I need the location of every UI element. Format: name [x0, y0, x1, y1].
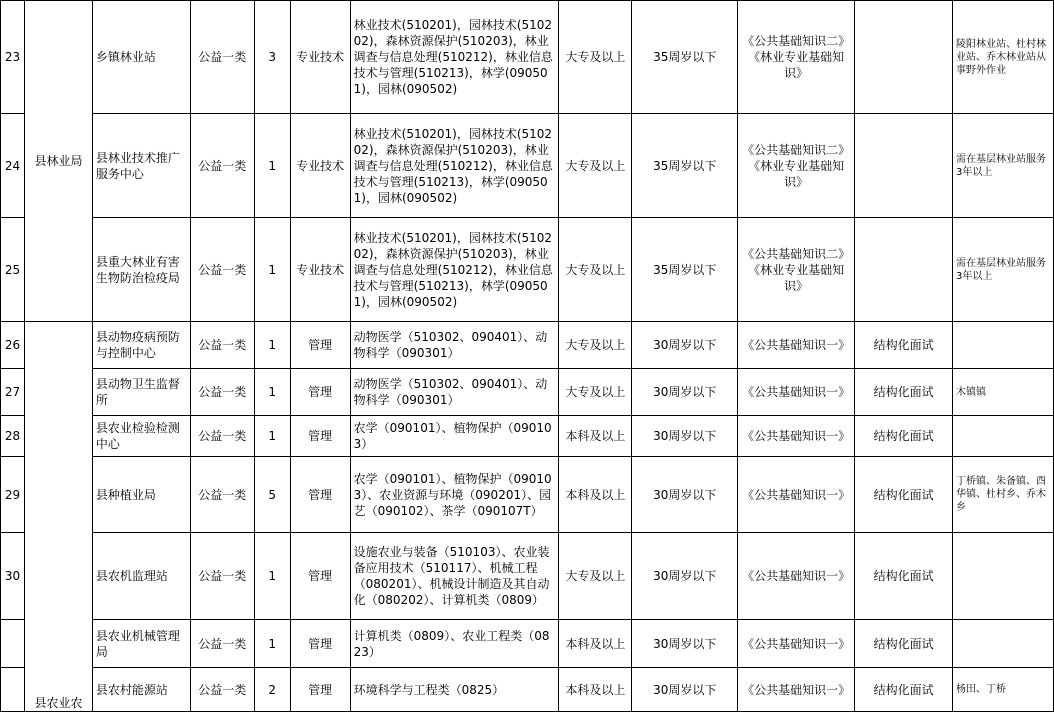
post-type: 管理 — [290, 457, 350, 533]
post-type: 管理 — [290, 416, 350, 457]
post-type: 专业技术 — [290, 114, 350, 218]
post-type: 专业技术 — [290, 1, 350, 114]
post-type: 管理 — [290, 533, 350, 620]
table-row — [1, 1, 1054, 114]
unit-name: 县农业机械管理局 — [92, 620, 190, 668]
age-limit: 35周岁以下 — [632, 1, 738, 114]
row-number: 24 — [1, 114, 25, 218]
interview-type: 结构化面试 — [855, 533, 953, 620]
major-requirement: 林业技术(510201)，园林技术(510202)，森林资源保护(510203)，林业调查与信息处理(510212)，林业信息技术与管理(510213)，林学(090501)，园林(090502) — [350, 114, 559, 218]
education: 大专及以上 — [559, 369, 632, 416]
major-requirement: 林业技术(510201)，园林技术(510202)，森林资源保护(510203)，林业调查与信息处理(510212)，林业信息技术与管理(510213)，林学(090501)，园林(090502) — [350, 218, 559, 322]
remark: 陵阳林业站、杜村林业站、乔木林业站从事野外作业 — [953, 1, 1054, 114]
age-limit: 30周岁以下 — [632, 416, 738, 457]
major-requirement: 设施农业与装备（510103）、农业装备应用技术（510117）、机械工程（080201）、机械设计制造及其自动化（080202）、计算机类（0809） — [350, 533, 559, 620]
age-limit: 30周岁以下 — [632, 620, 738, 668]
age-limit: 30周岁以下 — [632, 457, 738, 533]
table-row — [1, 533, 1054, 620]
major-requirement: 环境科学与工程类（0825） — [350, 668, 559, 712]
headcount: 1 — [254, 416, 290, 457]
age-limit: 35周岁以下 — [632, 218, 738, 322]
post-type: 专业技术 — [290, 218, 350, 322]
table-row — [1, 620, 1054, 668]
headcount: 1 — [254, 218, 290, 322]
headcount: 3 — [254, 1, 290, 114]
major-requirement: 动物医学（510302、090401）、动物科学（090301） — [350, 322, 559, 369]
remark: 丁桥镇、朱备镇、酉华镇、杜村乡、乔木乡 — [953, 457, 1054, 533]
category: 公益一类 — [190, 416, 254, 457]
unit-name: 县动物疫病预防与控制中心 — [92, 322, 190, 369]
category: 公益一类 — [190, 218, 254, 322]
department-cell — [24, 1, 92, 322]
major-requirement: 动物医学（510302、090401）、动物科学（090301） — [350, 369, 559, 416]
interview-type: 结构化面试 — [855, 620, 953, 668]
education: 本科及以上 — [559, 620, 632, 668]
category: 公益一类 — [190, 533, 254, 620]
age-limit: 30周岁以下 — [632, 322, 738, 369]
row-number — [1, 620, 25, 668]
category: 公益一类 — [190, 457, 254, 533]
row-number: 29 — [1, 457, 25, 533]
category: 公益一类 — [190, 620, 254, 668]
row-number: 27 — [1, 369, 25, 416]
interview-type — [855, 114, 953, 218]
unit-name: 县动物卫生监督所 — [92, 369, 190, 416]
interview-type: 结构化面试 — [855, 668, 953, 712]
post-type: 管理 — [290, 620, 350, 668]
row-number: 23 — [1, 1, 25, 114]
interview-type: 结构化面试 — [855, 457, 953, 533]
unit-name: 乡镇林业站 — [92, 1, 190, 114]
category: 公益一类 — [190, 1, 254, 114]
table-row — [1, 114, 1054, 218]
exam-subject: 《公共基础知识一》 — [738, 620, 855, 668]
education: 大专及以上 — [559, 533, 632, 620]
major-requirement: 计算机类（0809）、农业工程类（0823） — [350, 620, 559, 668]
headcount: 1 — [254, 369, 290, 416]
exam-subject: 《公共基础知识二》《林业专业基础知识》 — [738, 1, 855, 114]
category: 公益一类 — [190, 114, 254, 218]
category: 公益一类 — [190, 668, 254, 712]
interview-type — [855, 1, 953, 114]
remark — [953, 620, 1054, 668]
education: 大专及以上 — [559, 1, 632, 114]
exam-subject: 《公共基础知识一》 — [738, 668, 855, 712]
education: 本科及以上 — [559, 457, 632, 533]
headcount: 1 — [254, 114, 290, 218]
exam-subject: 《公共基础知识一》 — [738, 457, 855, 533]
exam-subject: 《公共基础知识一》 — [738, 322, 855, 369]
remark — [953, 533, 1054, 620]
remark — [953, 416, 1054, 457]
category: 公益一类 — [190, 369, 254, 416]
department-cell — [24, 322, 92, 712]
remark: 需在基层林业站服务3年以上 — [953, 218, 1054, 322]
major-requirement: 林业技术(510201)，园林技术(510202)，森林资源保护(510203)，林业调查与信息处理(510212)，林业信息技术与管理(510213)，林学(090501)，园林(090502) — [350, 1, 559, 114]
major-requirement: 农学（090101）、植物保护（090103）、农业资源与环境（090201）、园艺（090102）、茶学（090107T） — [350, 457, 559, 533]
major-requirement: 农学（090101）、植物保护（090103） — [350, 416, 559, 457]
age-limit: 35周岁以下 — [632, 114, 738, 218]
remark — [953, 322, 1054, 369]
row-number: 28 — [1, 416, 25, 457]
post-type: 管理 — [290, 668, 350, 712]
table-row — [1, 668, 1054, 712]
interview-type: 结构化面试 — [855, 416, 953, 457]
unit-name: 县林业技术推广服务中心 — [92, 114, 190, 218]
row-number — [1, 668, 25, 712]
exam-subject: 《公共基础知识二》《林业专业基础知识》 — [738, 218, 855, 322]
unit-name: 县农村能源站 — [92, 668, 190, 712]
education: 大专及以上 — [559, 322, 632, 369]
table-row — [1, 457, 1054, 533]
exam-subject: 《公共基础知识一》 — [738, 416, 855, 457]
exam-subject: 《公共基础知识一》 — [738, 369, 855, 416]
headcount: 1 — [254, 533, 290, 620]
headcount: 5 — [254, 457, 290, 533]
unit-name: 县农机监理站 — [92, 533, 190, 620]
row-number: 25 — [1, 218, 25, 322]
education: 本科及以上 — [559, 668, 632, 712]
headcount: 1 — [254, 620, 290, 668]
unit-name: 县种植业局 — [92, 457, 190, 533]
exam-subject: 《公共基础知识二》《林业专业基础知识》 — [738, 114, 855, 218]
unit-name: 县重大林业有害生物防治检疫局 — [92, 218, 190, 322]
table-row — [1, 369, 1054, 416]
age-limit: 30周岁以下 — [632, 369, 738, 416]
unit-name: 县农业检验检测中心 — [92, 416, 190, 457]
headcount: 2 — [254, 668, 290, 712]
exam-subject: 《公共基础知识一》 — [738, 533, 855, 620]
headcount: 1 — [254, 322, 290, 369]
table-row — [1, 322, 1054, 369]
post-type: 管理 — [290, 369, 350, 416]
education: 大专及以上 — [559, 218, 632, 322]
remark: 需在基层林业站服务3年以上 — [953, 114, 1054, 218]
row-number: 26 — [1, 322, 25, 369]
interview-type — [855, 218, 953, 322]
remark: 杨田、丁桥 — [953, 668, 1054, 712]
education: 大专及以上 — [559, 114, 632, 218]
post-type: 管理 — [290, 322, 350, 369]
table-row — [1, 218, 1054, 322]
department-name: 县农业农 — [34, 696, 83, 710]
row-number: 30 — [1, 533, 25, 620]
table-row — [1, 416, 1054, 457]
age-limit: 30周岁以下 — [632, 668, 738, 712]
department-name: 县林业局 — [34, 154, 83, 168]
age-limit: 30周岁以下 — [632, 533, 738, 620]
remark: 木镇镇 — [953, 369, 1054, 416]
category: 公益一类 — [190, 322, 254, 369]
interview-type: 结构化面试 — [855, 322, 953, 369]
education: 本科及以上 — [559, 416, 632, 457]
interview-type: 结构化面试 — [855, 369, 953, 416]
